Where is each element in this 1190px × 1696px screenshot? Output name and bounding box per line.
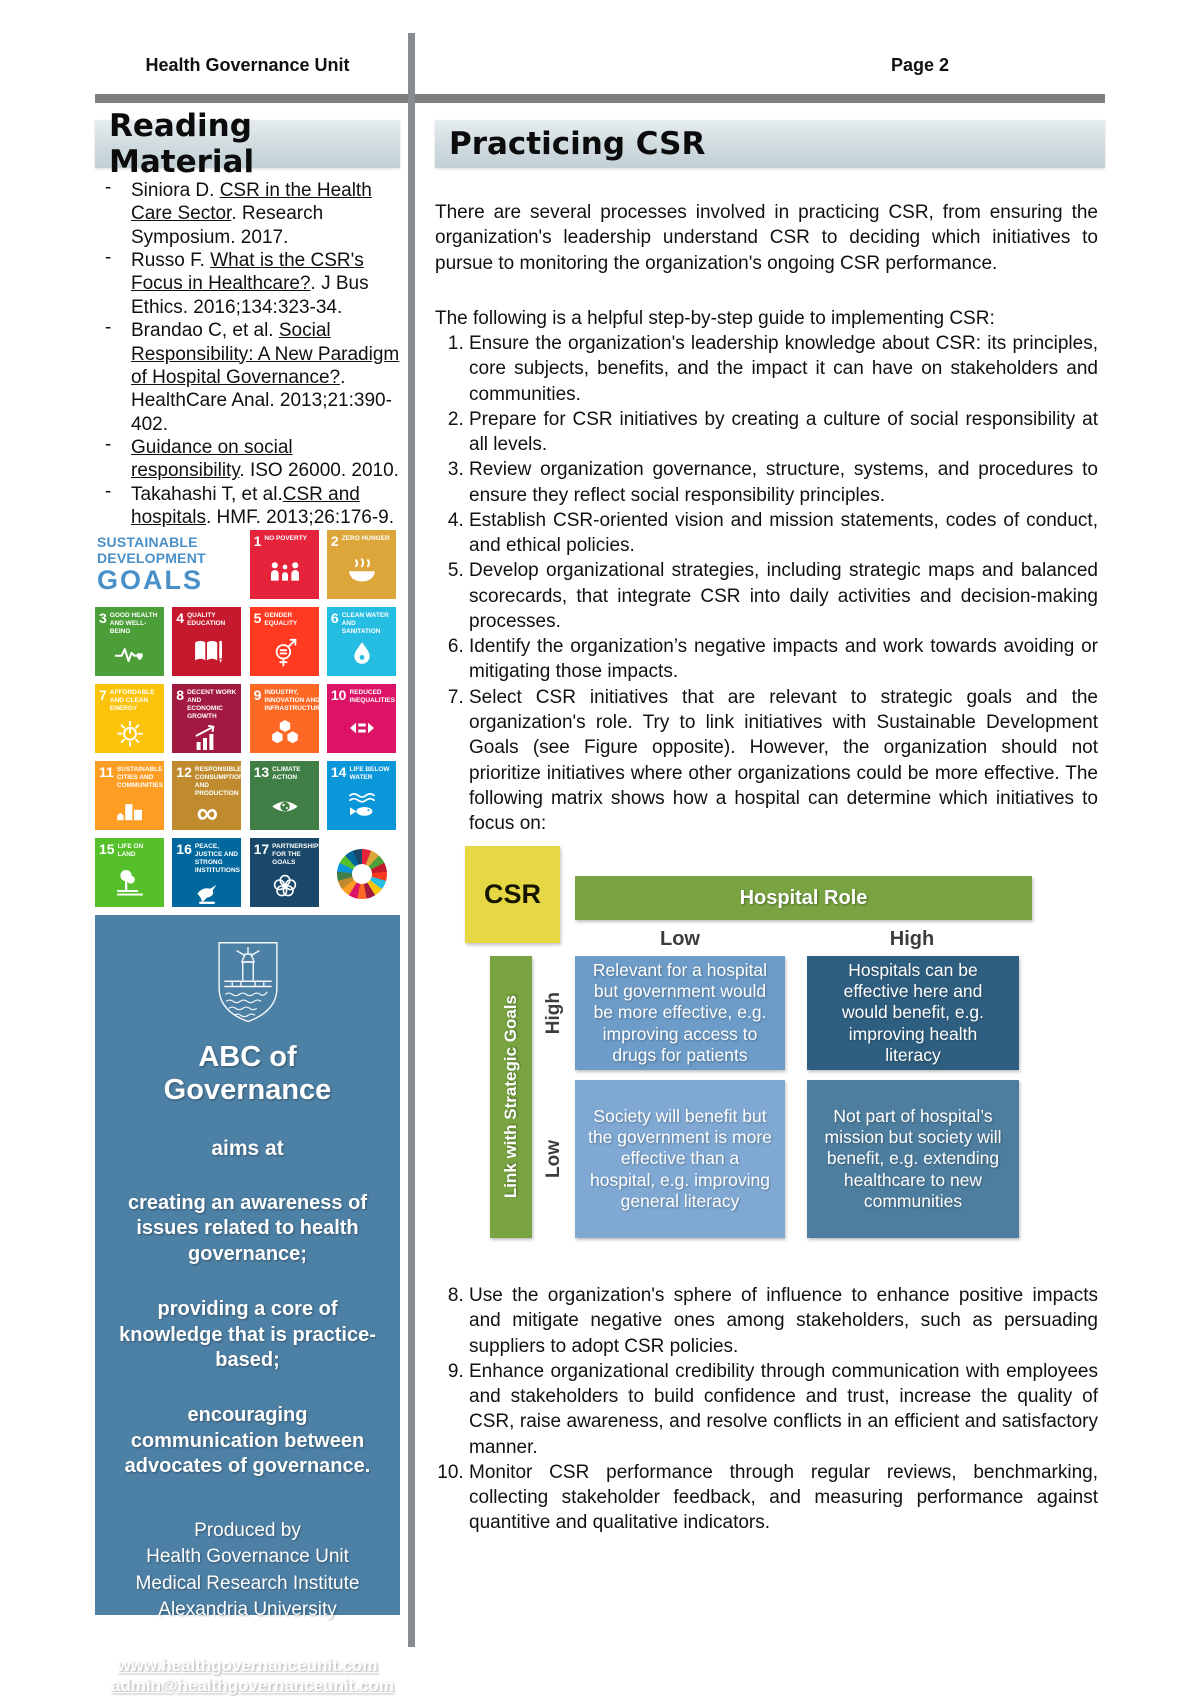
step-item: 7. Select CSR initiatives that are relevant to strategic goals and the organization's role. Try to link initiatives with Sustainable Development Goals (see Figure opposite). However, the organization should not prioritize initiatives where other organizations could be more effective. The following matrix shows how a hospital can determine which initiatives to focus on: xyxy=(469,685,1098,837)
zero-hunger-icon xyxy=(331,548,393,597)
reference-item: - Takahashi T, et al.CSR and hospitals. HMF. 2013;26:176-9. xyxy=(105,480,394,529)
step-item: 9. Enhance organizational credibility through communication with employees and stakeholders to build confidence and trust, increase the quality of CSR, raise awareness, and resolve conflicts in an efficient and satisfactory manner. xyxy=(469,1359,1098,1460)
sdg-tile-15: 15 LIFE ON LAND xyxy=(95,838,164,907)
header-unit-title: Health Governance Unit xyxy=(145,55,350,75)
dash-bullet: - xyxy=(105,247,112,269)
matrix-corner-label: CSR xyxy=(465,846,560,943)
intro-paragraph: There are several processes involved in practicing CSR, from ensuring the organization's leadership understand CSR to deciding which initiatives to pursue to monitoring the organization's ongoing CSR performance. xyxy=(435,202,1098,274)
reference-item: - Russo F. What is the CSR's Focus in Healthcare?. J Bus Ethics. 2016;134:323-34. xyxy=(105,247,369,318)
reference-link[interactable]: Social Responsibility: A New Paradigm of Hospital Governance? xyxy=(131,320,400,388)
sdg-tile-6: 6 CLEAN WATER AND SANITATION xyxy=(327,607,396,676)
matrix-row-label-high: High xyxy=(543,991,564,1035)
matrix-col-label-low: Low xyxy=(660,928,700,950)
reference-list xyxy=(95,179,409,529)
guide-lead: The following is a helpful step-by-step guide to implementing CSR: xyxy=(435,308,995,329)
steps-list-8-10 xyxy=(435,1283,1098,1536)
dash-bullet: - xyxy=(105,177,112,198)
matrix-col-label-high: High xyxy=(889,928,935,950)
partnerships-icon xyxy=(254,867,316,905)
dash-bullet: - xyxy=(105,480,112,502)
steps-list-1-7 xyxy=(435,331,1098,836)
matrix-row-label-low: Low xyxy=(543,1140,564,1178)
reduced-inequalities-icon xyxy=(331,705,393,751)
step-item: 2. Prepare for CSR initiatives by creating a culture of social responsibility at all levels. xyxy=(469,407,1098,458)
reference-item: - Brandao C, et al. Social Responsibility: A New Paradigm of Hospital Governance?. HealthCare Anal. 2013;21:390-402. xyxy=(105,317,400,435)
clean-energy-icon xyxy=(99,713,161,751)
life-on-land-icon xyxy=(99,859,161,905)
sdg-tile-16: 16 PEACE, JUSTICE AND STRONG INSTITUTIONS xyxy=(172,838,241,907)
about-box-title: ABC of Governance xyxy=(163,1041,332,1106)
page-number: Page 2 xyxy=(890,55,950,75)
matrix-cell-low-low: Society will benefit but the government is more effective than a hospital, e.g. improving general literacy xyxy=(575,1080,785,1238)
reference-link[interactable]: What is the CSR's Focus in Healthcare? xyxy=(131,250,364,295)
industry-innovation-icon xyxy=(254,713,316,751)
economic-growth-icon xyxy=(176,722,238,754)
header-rule xyxy=(95,94,1105,103)
step-item: 1. Ensure the organization's leadership knowledge about CSR: its principles, core subjects, benefits, and the impact it can have on stakeholders and communities. xyxy=(469,331,1098,407)
no-poverty-icon xyxy=(254,548,316,597)
dash-bullet: - xyxy=(105,433,112,455)
reference-link[interactable]: CSR and hospitals xyxy=(131,483,360,529)
matrix-cell-high-high: Hospitals can be effective here and would benefit, e.g. improving health literacy xyxy=(807,956,1019,1070)
climate-action-icon xyxy=(254,782,316,828)
sdg-goals-grid xyxy=(95,530,396,907)
section-title-practicing-csr: Practicing CSR xyxy=(435,120,1105,168)
step-item: 3. Review organization governance, structure, systems, and procedures to ensure they reflect social responsibility principles. xyxy=(469,457,1098,508)
matrix-row-header: Link with Strategic Goals xyxy=(490,956,532,1238)
sdg-tile-8: 8 DECENT WORK AND ECONOMIC GROWTH xyxy=(172,684,241,753)
sdg-tile-2: 2 ZERO HUNGER xyxy=(327,530,396,599)
matrix-cell-low-high: Not part of hospital’s mission but society will benefit, e.g. extending healthcare to new communities xyxy=(807,1080,1019,1238)
aim-item: encouraging communication between advocates of governance. xyxy=(124,1404,371,1478)
matrix-column-header: Hospital Role xyxy=(575,876,1032,920)
clean-water-icon xyxy=(331,636,393,674)
step-item: 8. Use the organization's sphere of influence to enhance positive impacts and mitigate negative ones among stakeholders, such as persuading suppliers to adopt CSR policies. xyxy=(469,1283,1098,1359)
step-item: 10. Monitor CSR performance through regular reviews, benchmarking, collecting stakeholder feedback, and measuring performance against quantitive and qualitative indicators. xyxy=(469,1460,1098,1536)
about-box-subtitle: aims at xyxy=(211,1137,284,1160)
section-title-reading-material: Reading Material xyxy=(95,120,400,168)
sdg-tile-11: 11 SUSTAINABLE CITIES AND COMMUNITIES xyxy=(95,761,164,830)
matrix-cell-high-low: Relevant for a hospital but government would be more effective, e.g. improving access to drugs for patients xyxy=(575,956,785,1070)
life-below-water-icon xyxy=(331,782,393,828)
sdg-tile-12: 12 RESPONSIBLE CONSUMPTION AND PRODUCTION ∞ xyxy=(172,761,241,830)
good-health-icon xyxy=(99,636,161,674)
aim-item: providing a core of knowledge that is practice-based; xyxy=(119,1298,376,1371)
sdg-tile-17: 17 PARTNERSHIPS FOR THE GOALS xyxy=(250,838,319,907)
dash-bullet: - xyxy=(105,317,112,339)
reference-link[interactable]: CSR in the Health Care Sector xyxy=(131,180,372,225)
gender-equality-icon xyxy=(254,628,316,674)
produced-by-block: Produced by Health Governance Unit Medical Research Institute Alexandria University xyxy=(135,1519,360,1621)
sdg-tile-5: 5 GENDER EQUALITY xyxy=(250,607,319,676)
aim-item: creating an awareness of issues related to health governance; xyxy=(128,1192,367,1265)
sdg-wheel-tile xyxy=(327,838,396,907)
sustainable-cities-icon xyxy=(99,790,161,828)
responsible-consumption-icon: ∞ xyxy=(196,796,218,830)
sdg-tile-3: 3 GOOD HEALTH AND WELL-BEING xyxy=(95,607,164,676)
alexandria-university-crest-icon xyxy=(213,939,283,1027)
sdg-tile-10: 10 REDUCED INEQUALITIES xyxy=(327,684,396,753)
csr-matrix-figure xyxy=(435,838,1098,1266)
email-link[interactable]: admin@healthgovernanceunit.com xyxy=(111,1675,394,1695)
reference-link[interactable]: Guidance on social responsibility xyxy=(131,436,293,482)
sdg-tile-1: 1 NO POVERTY xyxy=(250,530,319,599)
peace-justice-icon xyxy=(176,876,238,908)
sdg-tile-7: 7 AFFORDABLE AND CLEAN ENERGY xyxy=(95,684,164,753)
step-item: 5. Develop organizational strategies, including strategic maps and balanced scorecards, that integrate CSR into daily activities and decision-making processes. xyxy=(469,558,1098,634)
reference-item: - Guidance on social responsibility. ISO 26000. 2010. xyxy=(105,433,399,482)
about-box xyxy=(95,915,400,1695)
step-item: 6. Identify the organization’s negative impacts and work towards avoiding or mitigating those impacts. xyxy=(469,634,1098,685)
reference-item: - Siniora D. CSR in the Health Care Sector. Research Symposium. 2017. xyxy=(105,177,372,248)
sdg-tile-9: 9 INDUSTRY, INNOVATION AND INFRASTRUCTURE xyxy=(250,684,319,753)
column-divider xyxy=(408,33,415,1647)
sdg-tile-13: 13 CLIMATE ACTION xyxy=(250,761,319,830)
sdg-tile-14: 14 LIFE BELOW WATER xyxy=(327,761,396,830)
sdg-logo: SUSTAINABLE DEVELOPMENT GOALS xyxy=(95,530,241,599)
step-item: 4. Establish CSR-oriented vision and mission statements, codes of conduct, and ethical policies. xyxy=(469,508,1098,559)
website-link[interactable]: www.healthgovernanceunit.com xyxy=(117,1655,378,1675)
sdg-tile-4: 4 QUALITY EDUCATION xyxy=(172,607,241,676)
sdg-color-wheel-icon xyxy=(337,849,387,899)
quality-education-icon xyxy=(176,628,238,674)
